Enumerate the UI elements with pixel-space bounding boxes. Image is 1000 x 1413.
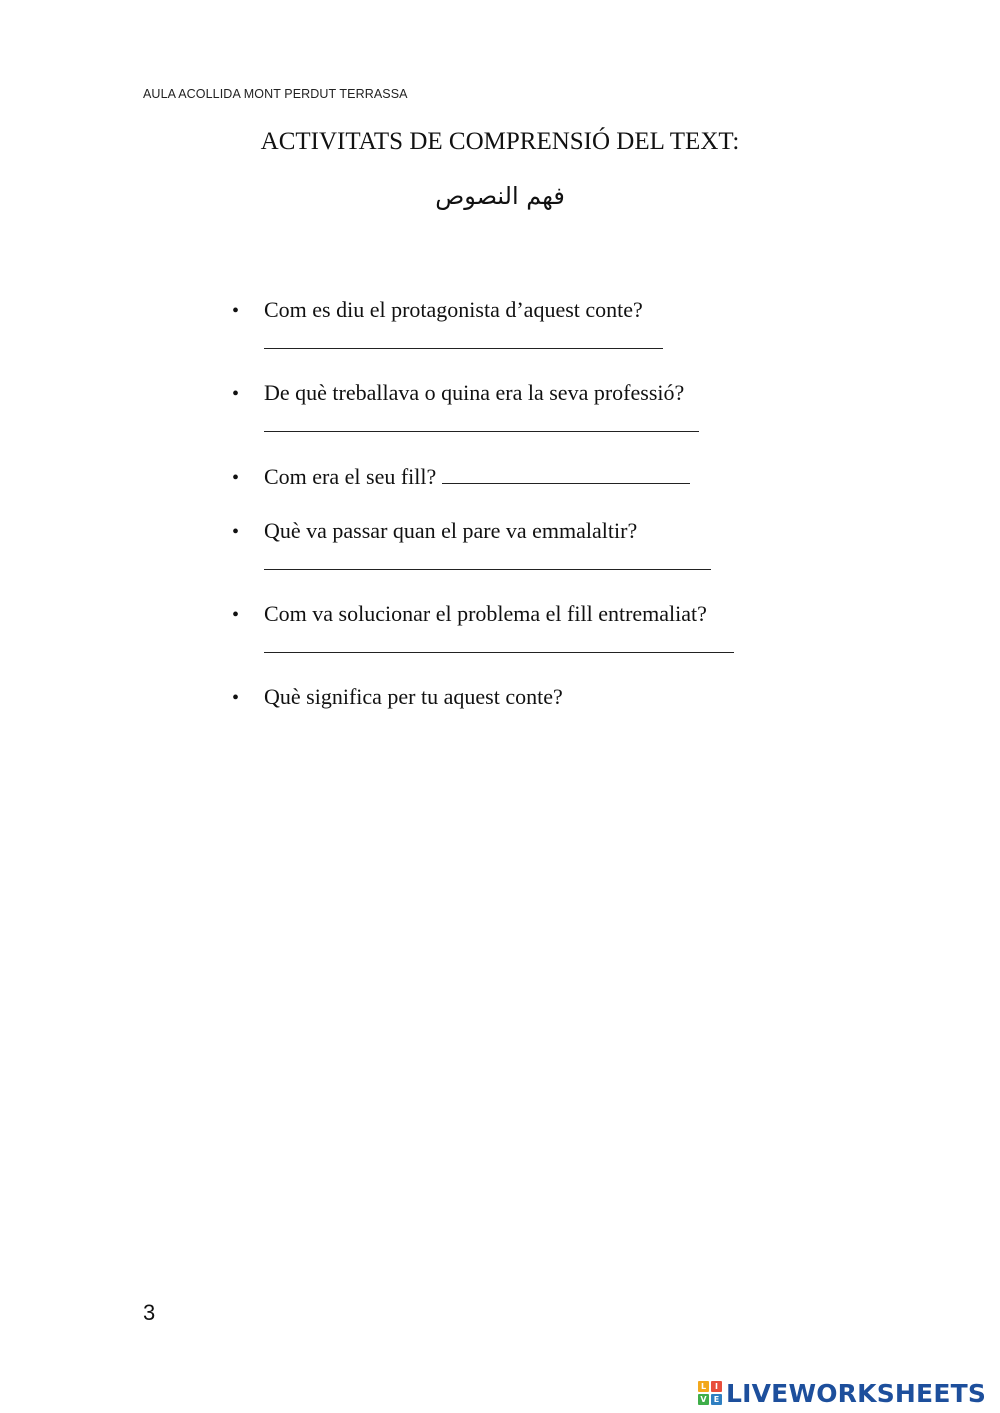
arabic-subtitle: فهم النصوص — [435, 182, 565, 210]
question-text: Com es diu el protagonista d’aquest conte? — [264, 297, 643, 322]
bullet: • — [232, 467, 240, 489]
question-text: De què treballava o quina era la seva professió? — [264, 380, 685, 405]
bullet: • — [232, 521, 240, 543]
logo-letter: E — [711, 1394, 722, 1405]
bullet: • — [232, 383, 240, 405]
question-text: Què va passar quan el pare va emmalaltir? — [264, 518, 638, 543]
question-item — [232, 297, 643, 323]
answer-line[interactable] — [442, 463, 690, 484]
question-text: Com va solucionar el problema el fill entremaliat? — [264, 601, 707, 626]
question-item — [232, 463, 690, 490]
logo-letter: L — [698, 1381, 709, 1392]
liveworksheets-logo — [698, 1378, 986, 1408]
logo-letter: I — [711, 1381, 722, 1392]
logo-letter: V — [698, 1394, 709, 1405]
document-header: AULA ACOLLIDA MONT PERDUT TERRASSA — [143, 87, 408, 101]
answer-line[interactable] — [264, 431, 699, 432]
liveworksheets-wordmark: LIVEWORKSHEETS — [726, 1378, 987, 1408]
question-item — [232, 518, 637, 544]
page-number: 3 — [143, 1300, 156, 1325]
liveworksheets-icon — [698, 1381, 722, 1405]
bullet: • — [232, 300, 240, 322]
question-item — [232, 380, 684, 406]
question-text: Com era el seu fill? — [264, 464, 437, 489]
question-item — [232, 601, 707, 627]
answer-line[interactable] — [264, 652, 734, 653]
answer-line[interactable] — [264, 348, 663, 349]
page-title: ACTIVITATS DE COMPRENSIÓ DEL TEXT: — [260, 128, 740, 155]
question-text: Què significa per tu aquest conte? — [264, 684, 563, 709]
bullet: • — [232, 604, 240, 626]
bullet: • — [232, 687, 240, 709]
answer-line[interactable] — [264, 569, 711, 570]
question-item — [232, 684, 563, 710]
